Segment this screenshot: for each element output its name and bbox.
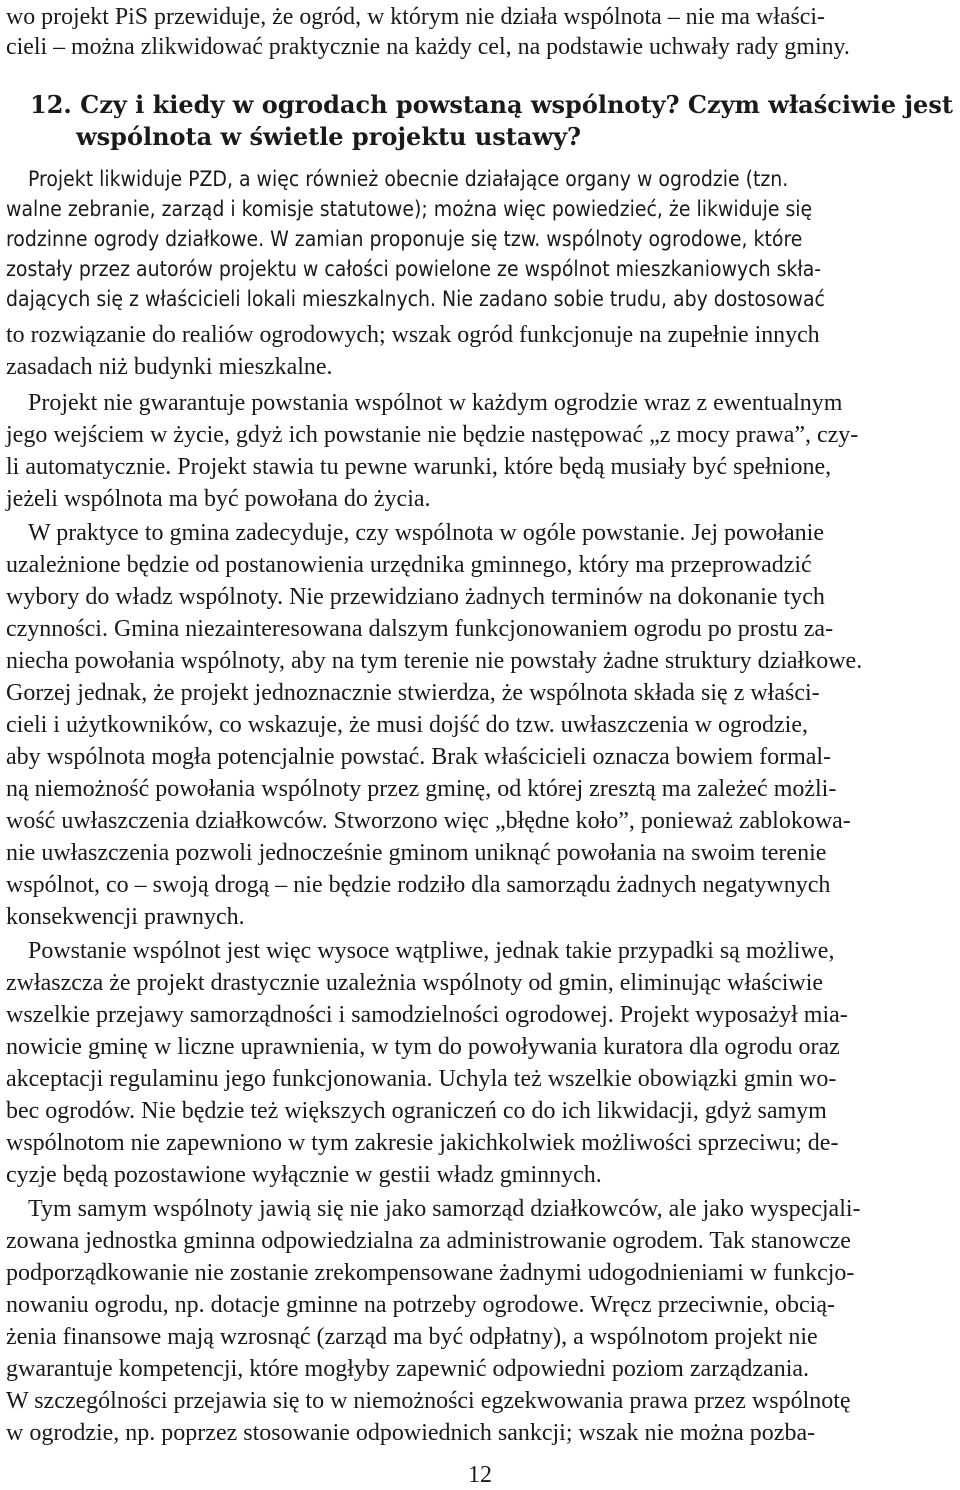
text-line: gwarantuje kompetencji, które mogłyby zapewnić odpowiedni poziom zarządzania. (6, 1356, 810, 1382)
text-line: nowicie gminę w liczne uprawnienia, w tym do powoływania kuratora dla ogrodu oraz (6, 1034, 840, 1060)
text-line: wybory do władz wspólnoty. Nie przewidziano żadnych terminów na dokonanie tych (6, 584, 825, 610)
text-line: cieli – można zlikwidować praktycznie na każdy cel, na podstawie uchwały rady gminy. (6, 34, 850, 60)
text-line: zwłaszcza że projekt drastycznie uzależnia wspólnoty od gmin, eliminując właściwie (6, 970, 824, 996)
text-line: walne zebranie, zarząd i komisje statutowe); można więc powiedzieć, że likwiduje się (6, 197, 813, 221)
text-line: rodzinne ogrody działkowe. W zamian proponuje się tzw. wspólnoty ogrodowe, które (6, 227, 803, 251)
text-line: czynności. Gmina niezainteresowana dalszym funkcjonowaniem ogrodu po prostu za- (6, 616, 834, 642)
section-heading: wspólnota w świetle projektu ustawy? (76, 122, 582, 151)
page-number: 12 (468, 1462, 492, 1488)
text-line: jeżeli wspólnota ma być powołana do życia. (6, 486, 431, 512)
text-line: podporządkowanie nie zostanie zrekompensowane żadnymi udogodnieniami w funkcjo- (6, 1260, 855, 1286)
text-line: Tym samym wspólnoty jawią się nie jako samorząd działkowców, ale jako wyspecjali- (28, 1196, 861, 1222)
text-line: wspólnotom nie zapewniono w tym zakresie jakichkolwiek możliwości sprzeciwu; de- (6, 1130, 839, 1156)
text-line: cieli i użytkowników, co wskazuje, że musi dojść do tzw. uwłaszczenia w ogrodzie, (6, 712, 808, 738)
text-line: nie uwłaszczenia pozwoli jednocześnie gminom uniknąć powołania na swoim terenie (6, 840, 827, 866)
text-line: bec ogrodów. Nie będzie też większych ograniczeń co do ich likwidacji, gdyż samym (6, 1098, 827, 1124)
text-line: cyzje będą pozostawione wyłącznie w gestii władz gminnych. (6, 1162, 602, 1188)
text-line: W szczególności przejawia się to w niemożności egzekwowania prawa przez wspólnotę (6, 1388, 851, 1414)
text-line: nowaniu ogrodu, np. dotacje gminne na potrzeby ogrodowe. Wręcz przeciwnie, obcią- (6, 1292, 835, 1318)
text-line: zostały przez autorów projektu w całości powielone ze wspólnot mieszkaniowych skła- (6, 257, 822, 281)
text-line: Powstanie wspólnot jest więc wysoce wątpliwe, jednak takie przypadki są możliwe, (28, 938, 835, 964)
text-line: aby wspólnota mogła potencjalnie powstać. Brak właścicieli oznacza bowiem formal- (6, 744, 832, 770)
text-line: konsekwencji prawnych. (6, 904, 245, 930)
text-line: wszelkie przejawy samorządności i samodzielności ogrodowej. Projekt wyposażył mia- (6, 1002, 848, 1028)
text-line: niecha powołania wspólnoty, aby na tym terenie nie powstały żadne struktury działkowe. (6, 648, 863, 674)
text-line: zowana jednostka gminna odpowiedzialna za administrowanie ogrodem. Tak stanowcze (6, 1228, 851, 1254)
text-line: Gorzej jednak, że projekt jednoznacznie stwierdza, że wspólnota składa się z właści- (6, 680, 820, 706)
text-line: akceptacji regulaminu jego funkcjonowania. Uchyla też wszelkie obowiązki gmin wo- (6, 1066, 837, 1092)
text-line: zasadach niż budynki mieszkalne. (6, 354, 333, 380)
text-line: wo projekt PiS przewiduje, że ogród, w którym nie działa wspólnota – nie ma właści- (6, 4, 826, 30)
section-heading: 12. Czy i kiedy w ogrodach powstaną wspólnoty? Czym właściwie jest (30, 90, 953, 119)
text-line: żenia finansowe mają wzrosnąć (zarząd ma być odpłatny), a wspólnotom projekt nie (6, 1324, 818, 1350)
text-line: li automatycznie. Projekt stawia tu pewne warunki, które będą musiały być spełnione, (6, 454, 832, 480)
text-line: w ogrodzie, np. poprzez stosowanie odpowiednich sankcji; wszak nie można pozba- (6, 1420, 816, 1446)
text-line: dających się z właścicieli lokali mieszkalnych. Nie zadano sobie trudu, aby dostosować (6, 287, 825, 311)
text-line: ną niemożność powołania wspólnoty przez gminę, od której zresztą ma zależeć możli- (6, 776, 837, 802)
text-line: Projekt nie gwarantuje powstania wspólnot w każdym ogrodzie wraz z ewentualnym (28, 390, 843, 416)
text-line: wość uwłaszczenia działkowców. Stworzono więc „błędne koło”, ponieważ zablokowa- (6, 808, 851, 834)
text-line: Projekt likwiduje PZD, a więc również obecnie działające organy w ogrodzie (tzn. (28, 167, 789, 191)
text-line: uzależnione będzie od postanowienia urzędnika gminnego, który ma przeprowadzić (6, 552, 812, 578)
text-line: to rozwiązanie do realiów ogrodowych; wszak ogród funkcjonuje na zupełnie innych (6, 322, 820, 348)
text-line: wspólnot, co – swoją drogą – nie będzie rodziło dla samorządu żadnych negatywnych (6, 872, 831, 898)
text-line: W praktyce to gmina zadecyduje, czy wspólnota w ogóle powstanie. Jej powołanie (28, 520, 824, 546)
text-line: jego wejściem w życie, gdyż ich powstanie nie będzie następować „z mocy prawa”, czy- (6, 422, 859, 448)
